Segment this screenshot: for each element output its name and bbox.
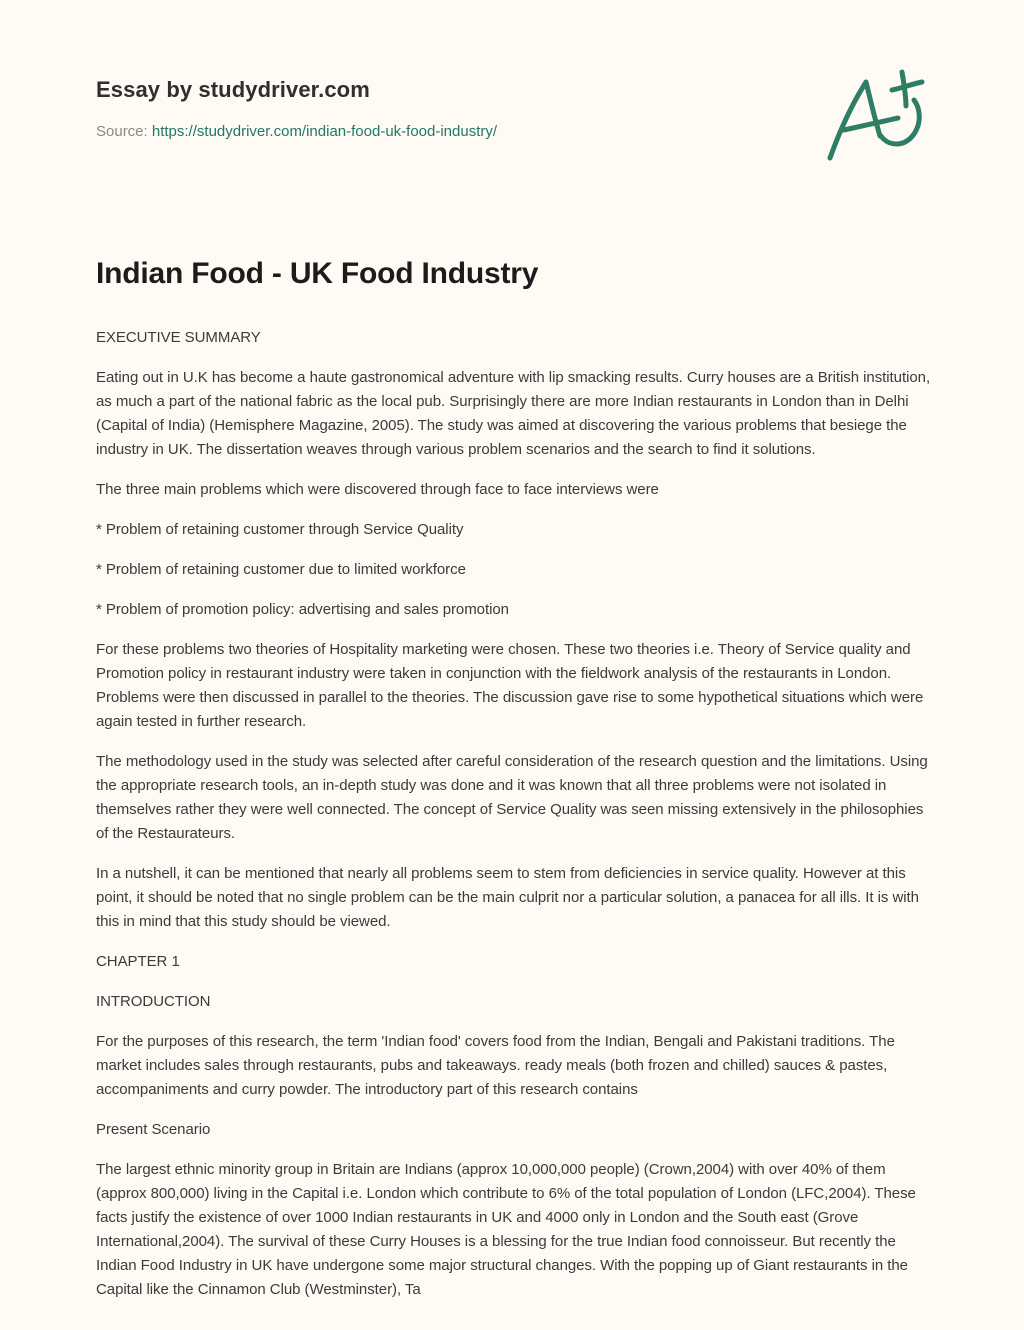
list-item: * Problem of promotion policy: advertising and sales promotion — [96, 601, 509, 618]
list-item: * Problem of retaining customer due to limited workforce — [96, 561, 466, 578]
a-plus-grade-icon — [818, 64, 938, 168]
paragraph: In a nutshell, it can be mentioned that nearly all problems seem to stem from deficiencies in service quality. However at this point, it should be noted that no single problem can be the main culprit nor a particular solution, a panacea for all ills. It is with this in mind that this study should be viewed. — [96, 865, 919, 930]
paragraph: Eating out in U.K has become a haute gastronomical adventure with lip smacking results. Curry houses are a British institution, as much a part of the national fabric as the local pub. Surprisingly there are more Indian restaurants in London than in Delhi (Capital of India) (Hemisphere Magazine, 2005). The study was aimed at discovering the various problems that besiege the industry in UK. The dissertation weaves through various problem scenarios and the search to find it solutions. — [96, 369, 931, 458]
site-title: Essay by studydriver.com — [96, 77, 370, 102]
paragraph: For these problems two theories of Hospitality marketing were chosen. These two theories i.e. Theory of Service quality and Promotion policy in restaurant industry were taken in conjunction with the fieldwork analysis of the restaurants in London. Problems were then discussed in parallel to the theories. The discussion gave rise to some hypothetical situations which were again tested in further research. — [96, 641, 924, 730]
essay-content — [96, 252, 932, 1318]
list-item: * Problem of retaining customer through Service Quality — [96, 521, 464, 538]
paragraph: The methodology used in the study was selected after careful consideration of the research question and the limitations. Using the appropriate research tools, an in-depth study was done and it was known that all three problems were not isolated in themselves rather they were well connected. The concept of Service Quality was seen missing extensively in the philosophies of the Restaurateurs. — [96, 753, 928, 842]
paragraph: For the purposes of this research, the term 'Indian food' covers food from the Indian, Bengali and Pakistani traditions. The market includes sales through restaurants, pubs and takeaways. ready meals (both frozen and chilled) sauces & pastes, accompaniments and curry powder. The introductory part of this research contains — [96, 1033, 895, 1098]
document-title: Indian Food - UK Food Industry — [96, 257, 539, 290]
source-line — [96, 122, 796, 142]
section-heading-present-scenario: Present Scenario — [96, 1121, 211, 1138]
source-label: Source: — [96, 123, 152, 140]
essay-header — [96, 74, 796, 142]
source-link[interactable]: https://studydriver.com/indian-food-uk-food-industry/ — [151, 123, 498, 140]
section-heading-executive-summary: EXECUTIVE SUMMARY — [96, 329, 261, 346]
paragraph: The largest ethnic minority group in Britain are Indians (approx 10,000,000 people) (Crown,2004) with over 40% of them (approx 800,000) living in the Capital i.e. London which contribute to 6% of the total population of London (LFC,2004). These facts justify the existence of over 1000 Indian restaurants in UK and 4000 only in London and the South east (Grove International,2004). The survival of these Curry Houses is a blessing for the true Indian food connoisseur. But recently the Indian Food Industry in UK have undergone some major structural changes. With the popping up of Giant restaurants in the Capital like the Cinnamon Club (Westminster), Ta — [96, 1161, 916, 1298]
paragraph: The three main problems which were discovered through face to face interviews were — [96, 481, 659, 498]
section-heading-introduction: INTRODUCTION — [96, 993, 211, 1010]
section-heading-chapter: CHAPTER 1 — [96, 953, 180, 970]
